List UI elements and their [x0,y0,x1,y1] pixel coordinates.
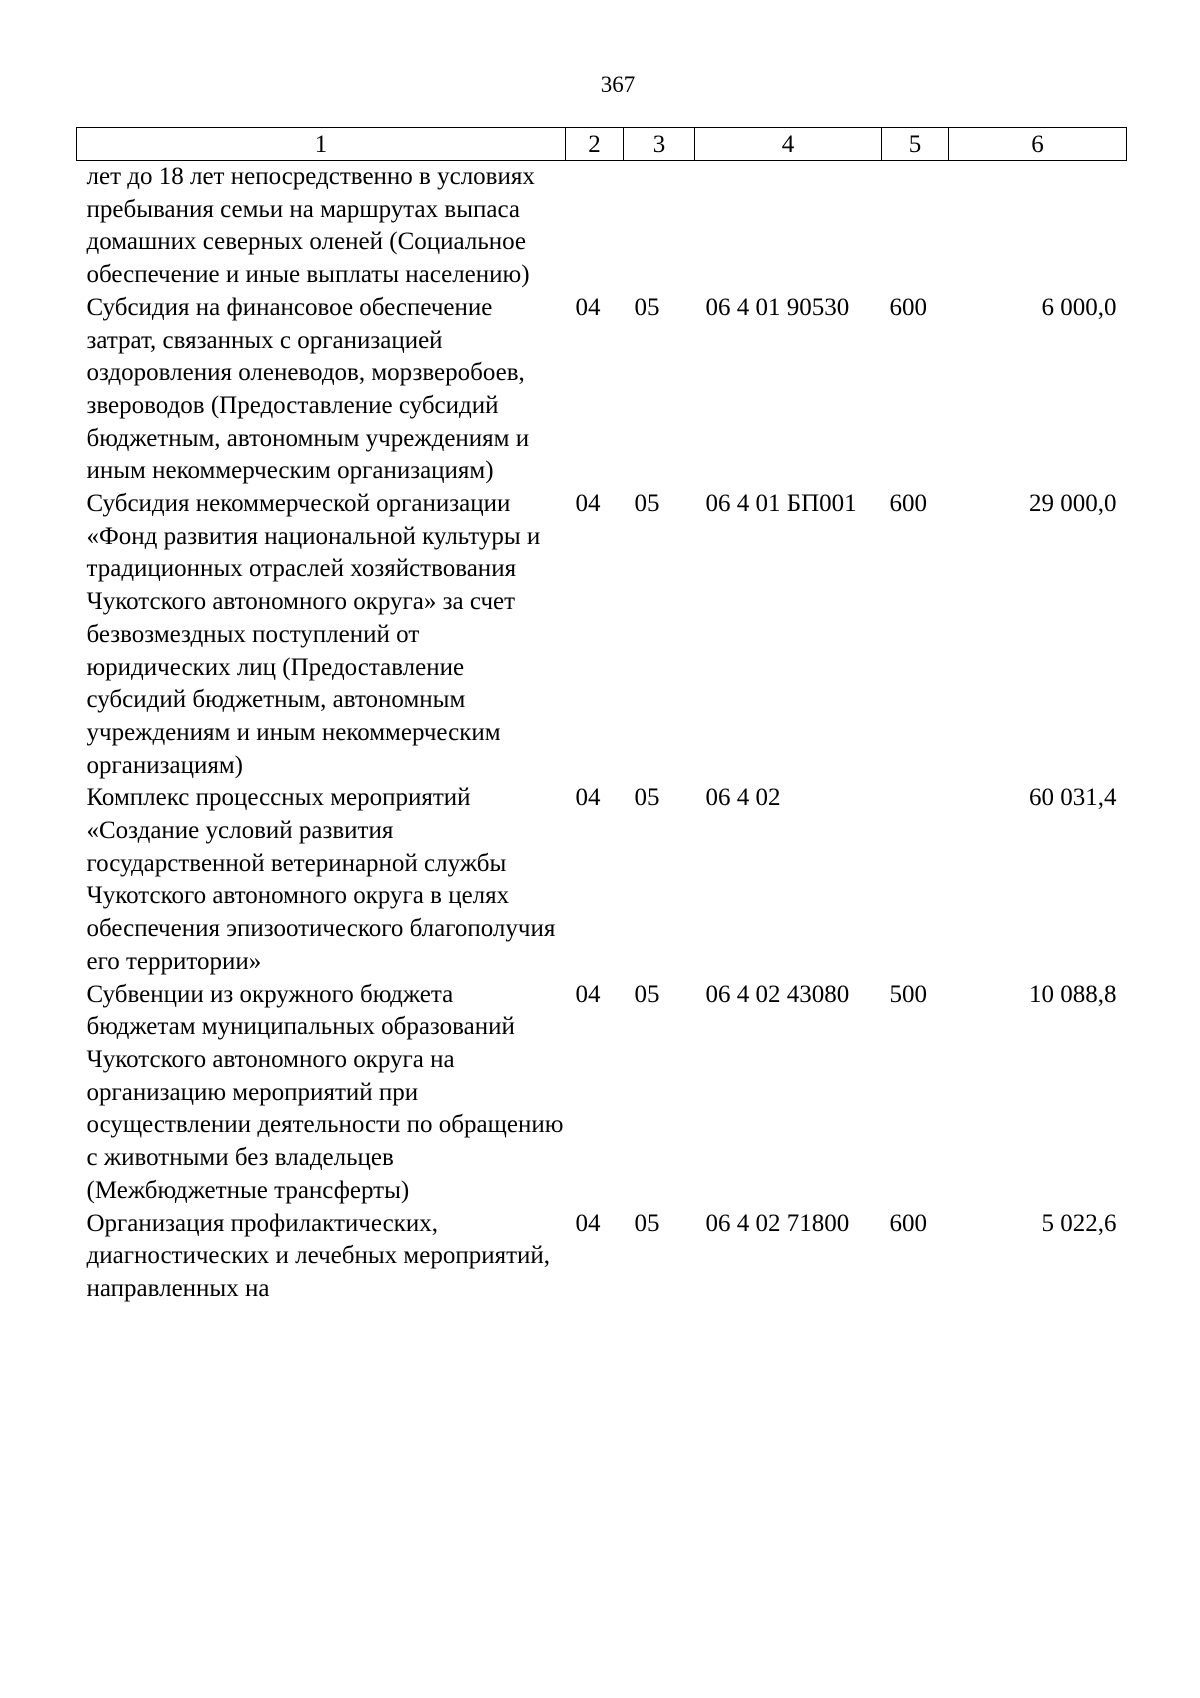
table-row [77,488,1127,782]
header-col-6: 6 [949,128,1127,161]
table-row [77,782,1127,978]
row-target-code: 06 4 01 90530 [705,293,850,321]
row-section [566,161,624,292]
row-expense-type: 600 [889,1209,927,1237]
row-amount: 29 000,0 [1029,490,1117,518]
row-subsection [624,161,695,292]
header-col-3: 3 [624,128,695,161]
row-section: 04 [575,980,601,1008]
row-expense-type: 500 [889,980,927,1008]
table-row [77,1208,1127,1306]
header-col-4: 4 [695,128,882,161]
row-target-code: 06 4 02 43080 [705,980,850,1008]
table-body [77,161,1127,1306]
row-amount [949,161,1127,292]
row-target-code: 06 4 01 БП001 [705,490,857,518]
header-col-2: 2 [566,128,624,161]
row-name: Комплекс процессных мероприятий «Создание условий развития государственной ветеринарной службы Чукотского автономного округа в целях обеспечения эпизоотического благополучия его территории» [86,784,556,975]
row-section: 04 [575,1209,601,1237]
row-amount: 60 031,4 [1029,784,1117,812]
row-section: 04 [575,490,601,518]
table-header [77,128,1127,161]
page-number: 367 [600,72,636,97]
row-subsection: 05 [634,1209,660,1237]
header-col-5: 5 [882,128,949,161]
row-name: лет до 18 лет непосредственно в условиях пребывания семьи на маршрутах выпаса домашних северных оленей (Социальное обеспечение и иные выплаты населению) [86,163,535,289]
row-name: Субсидия на финансовое обеспечение затрат, связанных с организацией оздоровления оленеводов, морзверобоев, звероводов (Предоставление субсидий бюджетным, автономным учреждениям и иным некоммерческим организациям) [86,293,530,485]
row-section: 04 [575,784,601,812]
row-expense-type [882,161,949,292]
row-name: Организация профилактических, диагностических и лечебных мероприятий, направленных на [86,1209,551,1302]
row-expense-type: 600 [889,293,927,321]
row-target-code: 06 4 02 [705,784,781,812]
row-amount: 10 088,8 [1029,980,1117,1008]
row-amount: 6 000,0 [1041,293,1117,321]
table-row [77,161,1127,292]
row-section: 04 [575,293,601,321]
row-name: Субсидия некоммерческой организации «Фонд развития национальной культуры и традиционных отраслей хозяйствования Чукотского автономного округа» за счет безвозмездных поступлений от юридических лиц (Предоставление субсидий бюджетным, автономным учреждениям и иным некоммерческим организациям) [86,490,541,779]
row-subsection: 05 [634,293,660,321]
row-amount: 5 022,6 [1041,1209,1117,1237]
row-subsection: 05 [634,980,660,1008]
row-target-code [695,161,882,292]
table-row [77,979,1127,1208]
table-row [77,292,1127,488]
row-subsection: 05 [634,784,660,812]
row-name: Субвенции из окружного бюджета бюджетам муниципальных образований Чукотского автономного округа на организацию мероприятий при осуществлении деятельности по обращению с животными без владельцев (Межбюджетные трансферты) [86,980,564,1204]
budget-table [76,127,1127,1306]
row-target-code: 06 4 02 71800 [705,1209,850,1237]
header-row [77,128,1127,161]
row-expense-type [882,782,949,978]
row-expense-type: 600 [889,490,927,518]
header-col-1: 1 [77,128,566,161]
row-subsection: 05 [634,490,660,518]
